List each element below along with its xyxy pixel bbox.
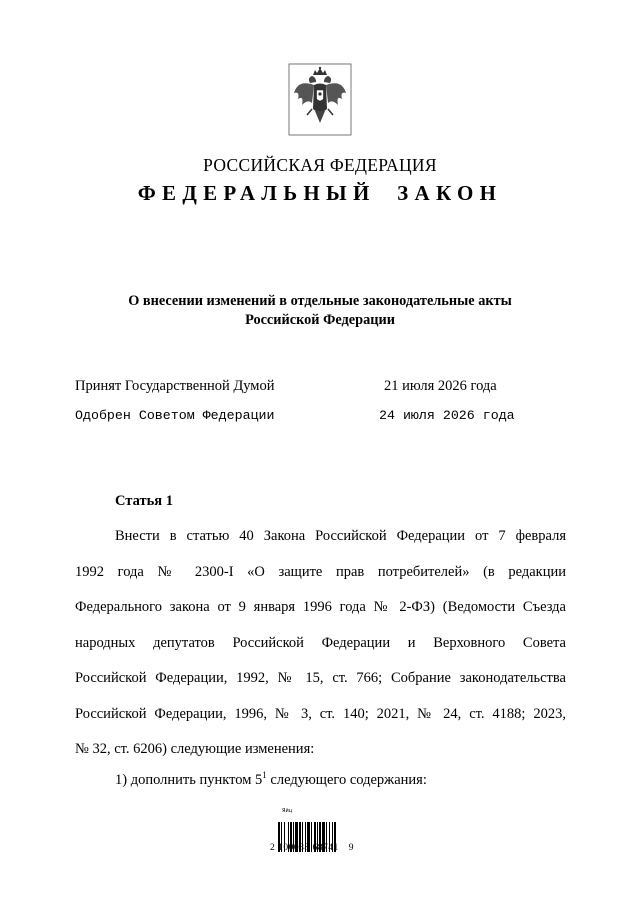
article-line: Российской Федерации, 1996, № 3, ст. 140; 2021, № 24, ст. 4188; 2023, bbox=[75, 705, 566, 722]
barcode-digits bbox=[270, 843, 354, 853]
article-line: Российской Федерации, 1992, № 15, ст. 766; Собрание законодательства bbox=[75, 670, 566, 686]
article-line: народных депутатов Российской Федерации и Верховного Совета bbox=[75, 634, 566, 651]
adoption-label: Одобрен Советом Федерации bbox=[75, 408, 275, 423]
article-line: № 32, ст. 6206) следующие изменения: bbox=[75, 741, 315, 757]
country-name: РОССИЙСКАЯ ФЕДЕРАЦИЯ bbox=[203, 155, 437, 175]
barcode-number: 2 100088 68741 bbox=[270, 843, 339, 853]
article-heading: Статья 1 bbox=[115, 493, 173, 509]
coat-of-arms-eagle-icon bbox=[288, 63, 352, 136]
barcode-check-digit: 9 bbox=[348, 843, 354, 853]
adoption-label: Принят Государственной Думой bbox=[75, 378, 275, 394]
item-text-after: следующего содержания: bbox=[266, 772, 427, 788]
article-line: Федерального закона от 9 января 1996 года № 2-ФЗ) (Ведомости Съезда bbox=[75, 599, 566, 615]
article-line: Внести в статью 40 Закона Российской Федерации от 7 февраля bbox=[115, 528, 566, 544]
article-line: 1992 года № 2300-I «О защите прав потребителей» (в редакции bbox=[75, 563, 566, 580]
adoption-date: 24 июля 2026 года bbox=[379, 408, 515, 423]
law-subject-line-2: Российской Федерации bbox=[245, 312, 395, 328]
article-item-1 bbox=[115, 772, 427, 789]
law-type-title: ФЕДЕРАЛЬНЫЙ ЗАКОН bbox=[137, 181, 503, 205]
law-subject bbox=[0, 292, 640, 330]
item-superscript: 1 bbox=[262, 770, 267, 780]
law-subject-line-1: О внесении изменений в отдельные законодательные акты bbox=[128, 293, 512, 309]
barcode-mini-label: Яйц bbox=[282, 808, 293, 814]
article-body bbox=[75, 526, 566, 775]
item-text: 1) дополнить пунктом 5 bbox=[115, 772, 263, 788]
adoption-date: 21 июля 2026 года bbox=[384, 378, 497, 394]
